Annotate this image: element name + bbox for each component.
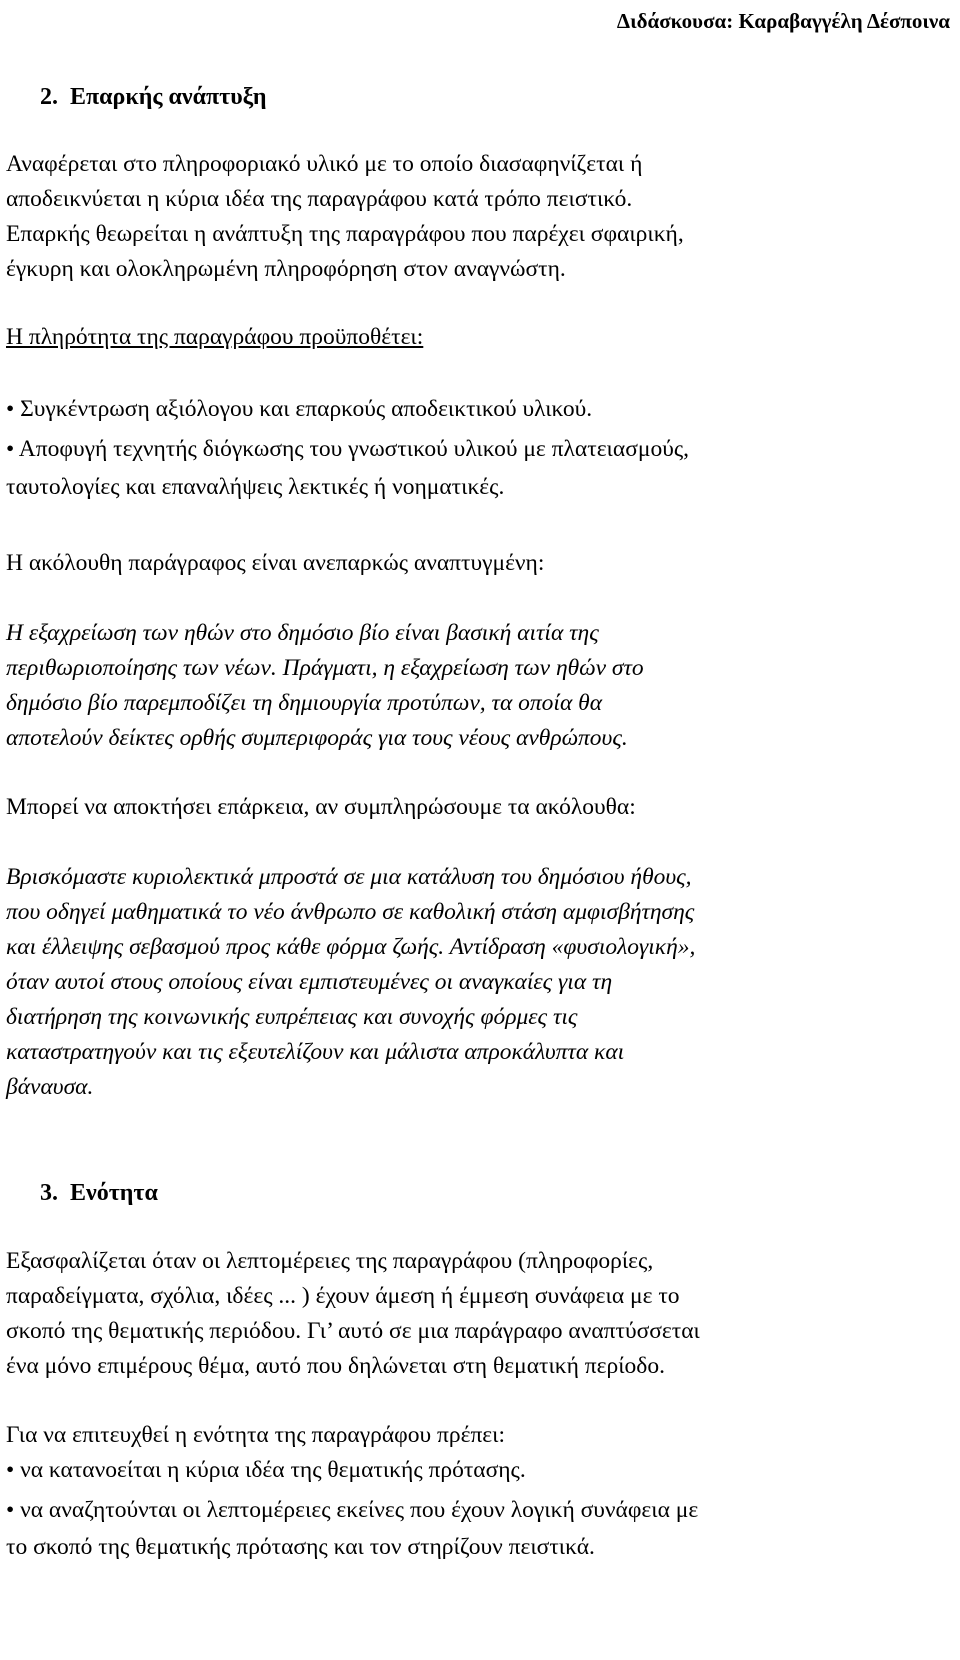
completeness-bullet-continuation: ταυτολογίες και επαναλήψεις λεκτικές ή νοηματικές. [6,474,505,500]
section-2-intro-line: Επαρκής θεωρείται η ανάπτυξη της παραγράφου που παρέχει σφαιρική, [6,221,684,247]
completion-line: και έλλειψης σεβασμού προς κάθε φόρμα ζωής. Αντίδραση «φυσιολογική», [6,934,696,960]
section-2-intro-line: αποδεικνύεται η κύρια ιδέα της παραγράφου κατά τρόπο πειστικό. [6,186,633,212]
section-3-heading [40,1176,158,1211]
completeness-bullet: • Αποφυγή τεχνητής διόγκωσης του γνωστικού υλικού με πλατειασμούς, [6,436,690,462]
completion-line: Βρισκόμαστε κυριολεκτικά μπροστά σε μια κατάλυση του δημόσιου ήθους, [6,864,692,890]
completion-line: που οδηγεί μαθηματικά το νέο άνθρωπο σε καθολική στάση αμφισβήτησης [6,899,695,925]
unity-heading: Για να επιτευχθεί η ενότητα της παραγράφου πρέπει: [6,1422,506,1448]
section-3-intro-line: Εξασφαλίζεται όταν οι λεπτομέρειες της παραγράφου (πληροφορίες, [6,1248,654,1274]
completeness-heading: Η πληρότητα της παραγράφου προϋποθέτει: [6,324,424,350]
completion-line: διατήρηση της κοινωνικής ευπρέπειας και συνοχής φόρμες τις [6,1004,578,1030]
unity-bullet-continuation: το σκοπό της θεματικής πρότασης και τον στηρίζουν πειστικά. [6,1534,595,1560]
completeness-bullet: • Συγκέντρωση αξιόλογου και επαρκούς αποδεικτικού υλικού. [6,396,593,422]
example-line: αποτελούν δείκτες ορθής συμπεριφοράς για τους νέους ανθρώπους. [6,725,628,751]
completion-intro: Μπορεί να αποκτήσει επάρκεια, αν συμπληρώσουμε τα ακόλουθα: [6,794,636,820]
section-3-intro-line: παραδείγματα, σχόλια, ιδέες ... ) έχουν άμεση ή έμμεση συνάφεια με το [6,1283,680,1309]
example-line: δημόσιο βίο παρεμποδίζει τη δημιουργία προτύπων, τα οποία θα [6,690,603,716]
example-line: περιθωριοποίησης των νέων. Πράγματι, η εξαχρείωση των ηθών στο [6,655,644,681]
section-2-intro-line: έγκυρη και ολοκληρωμένη πληροφόρηση στον αναγνώστη. [6,256,566,282]
section-3-title: Ενότητα [70,1180,158,1206]
section-3-number: 3. [40,1180,58,1206]
example-line: Η εξαχρείωση των ηθών στο δημόσιο βίο είναι βασική αιτία της [6,620,599,646]
completion-line: καταστρατηγούν και τις εξευτελίζουν και μάλιστα απροκάλυπτα και [6,1039,625,1065]
section-3-intro-line: σκοπό της θεματικής περιόδου. Γι’ αυτό σε μια παράγραφο αναπτύσσεται [6,1318,700,1344]
unity-bullet: • να κατανοείται η κύρια ιδέα της θεματικής πρότασης. [6,1457,526,1483]
section-2-heading [40,80,266,115]
completion-line: όταν αυτοί στους οποίους είναι εμπιστευμένες οι αναγκαίες για τη [6,969,613,995]
section-3-intro-line: ένα μόνο επιμέρους θέμα, αυτό που δηλώνεται στη θεματική περίοδο. [6,1353,666,1379]
section-2-title: Επαρκής ανάπτυξη [70,84,267,110]
example-intro: Η ακόλουθη παράγραφος είναι ανεπαρκώς αναπτυγμένη: [6,550,545,576]
unity-bullet: • να αναζητούνται οι λεπτομέρειες εκείνες που έχουν λογική συνάφεια με [6,1497,699,1523]
section-2-intro-line: Αναφέρεται στο πληροφοριακό υλικό με το οποίο διασαφηνίζεται ή [6,151,643,177]
section-2-number: 2. [40,84,58,110]
teacher-header: Διδάσκουσα: Καραβαγγέλη Δέσποινα [616,9,950,33]
completion-line: βάναυσα. [6,1074,94,1100]
